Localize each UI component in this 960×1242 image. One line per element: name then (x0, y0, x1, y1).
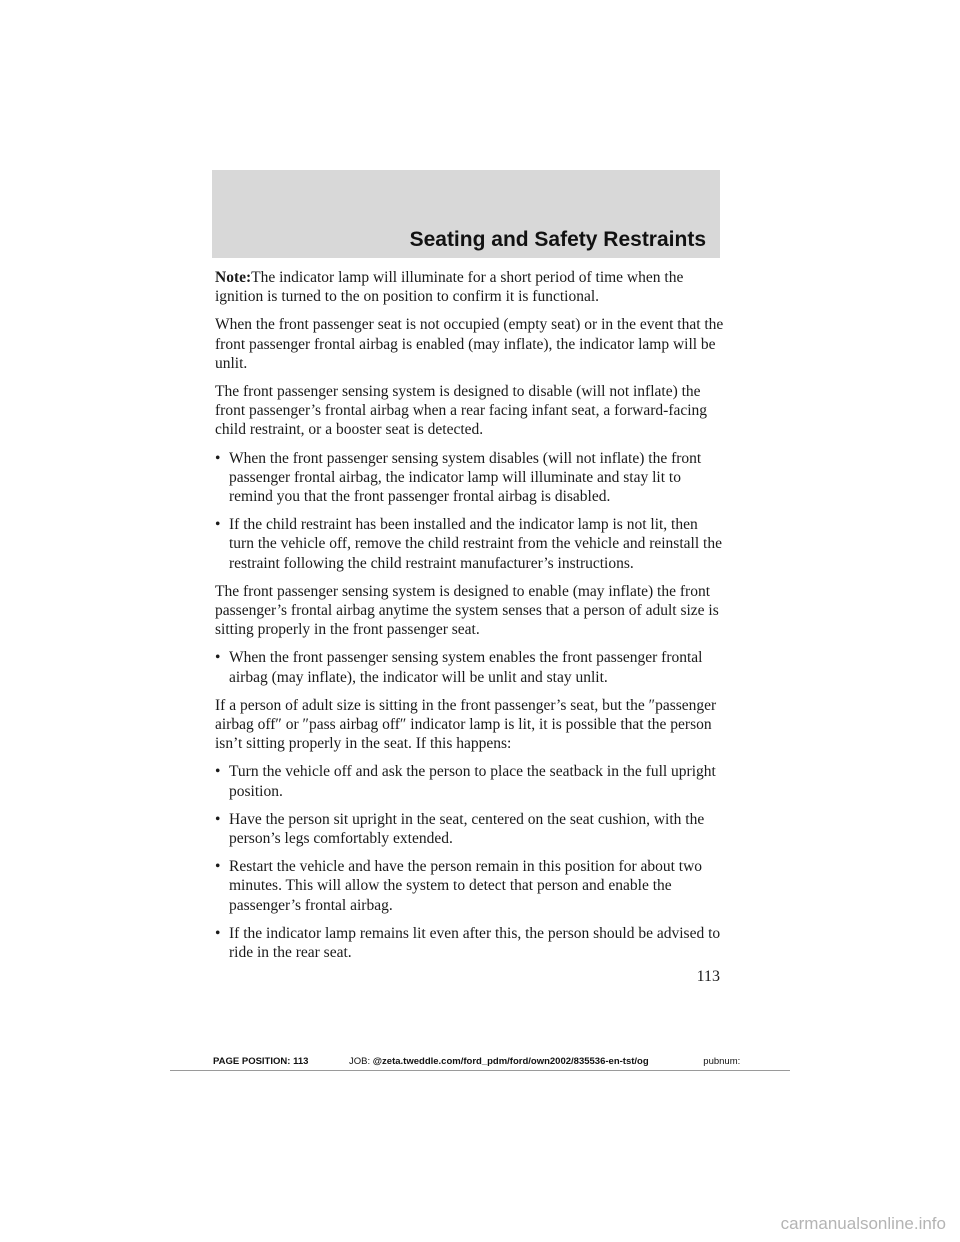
list-item-text: Have the person sit upright in the seat, centered on the seat cushion, with the person’s legs comfortably extended. (229, 810, 705, 848)
footer-job-label: JOB: (349, 1056, 371, 1067)
footer-position-label: PAGE POSITION: (213, 1056, 291, 1067)
section-title: Seating and Safety Restraints (409, 228, 706, 251)
page-content (215, 268, 725, 971)
note-text: The indicator lamp will illuminate for a short period of time when the ignition is turned to the on position to confirm it is functional. (215, 269, 684, 306)
bullet-glyph: • (215, 763, 221, 781)
paragraph-unlit-conditions: When the front passenger seat is not occupied (empty seat) or in the event that the front passenger frontal airbag is enabled (may inflate), the indicator lamp will be unlit. (215, 316, 724, 372)
footer-divider (170, 1070, 790, 1071)
bullet-glyph: • (215, 858, 221, 876)
list-item (215, 810, 725, 848)
list-item (215, 449, 725, 507)
section-header-band (212, 170, 720, 258)
paragraph-adult-lamp-lit: If a person of adult size is sitting in the front passenger’s seat, but the ″passenger airbag off″ or ″pass airbag off″ indicator lamp is lit, it is possible that the person isn’t sitting properly in the seat. If this happens: (215, 696, 717, 753)
footer-pubnum-label: pubnum: (703, 1056, 741, 1067)
print-footer (213, 1056, 793, 1067)
list-item (215, 857, 725, 915)
note-paragraph (215, 268, 725, 306)
list-item-text: Restart the vehicle and have the person remain in this position for about two minutes. This will allow the system to detect that person and enable the passenger’s frontal airbag. (229, 858, 703, 914)
bullet-list-steps (215, 762, 725, 962)
list-item-text: If the indicator lamp remains lit even after this, the person should be advised to ride in the rear seat. (229, 924, 721, 962)
bullet-list-disable (215, 449, 725, 573)
bullet-glyph: • (215, 516, 221, 534)
list-item (215, 515, 725, 573)
bullet-list-enable (215, 648, 725, 686)
list-item-text: When the front passenger sensing system enables the front passenger frontal airbag (may inflate), the indicator will be unlit and stay unlit. (229, 649, 703, 686)
list-item (215, 648, 725, 686)
list-item-text: If the child restraint has been installed and the indicator lamp is not lit, then turn the vehicle off, remove the child restraint from the vehicle and reinstall the restraint following the child restraint manufacturer’s instructions. (229, 516, 722, 572)
bullet-glyph: • (215, 449, 221, 467)
paragraph-enable-system: The front passenger sensing system is designed to enable (may inflate) the front passenger’s frontal airbag anytime the system senses that a person of adult size is sitting properly in the front passenger seat. (215, 582, 719, 639)
list-item (215, 924, 725, 962)
list-item-text: When the front passenger sensing system disables (will not inflate) the front passenger frontal airbag, the indicator lamp will illuminate and stay lit to remind you that the front passenger frontal airbag is disabled. (229, 449, 702, 506)
footer-job-value: @zeta.tweddle.com/ford_pdm/ford/own2002/835536-en-tst/og (372, 1056, 649, 1067)
bullet-glyph: • (215, 924, 221, 942)
note-label: Note: (215, 269, 252, 286)
bullet-glyph: • (215, 649, 221, 667)
watermark: carmanualsonline.info (780, 1214, 946, 1233)
page-number: 113 (696, 968, 720, 985)
footer-position-value: 113 (293, 1056, 309, 1067)
paragraph-disable-system: The front passenger sensing system is designed to disable (will not inflate) the front passenger’s frontal airbag when a rear facing infant seat, a forward-facing child restraint, or a booster seat is detected. (215, 383, 708, 439)
list-item-text: Turn the vehicle off and ask the person to place the seatback in the full upright position. (229, 763, 716, 800)
list-item (215, 762, 725, 800)
bullet-glyph: • (215, 810, 221, 828)
